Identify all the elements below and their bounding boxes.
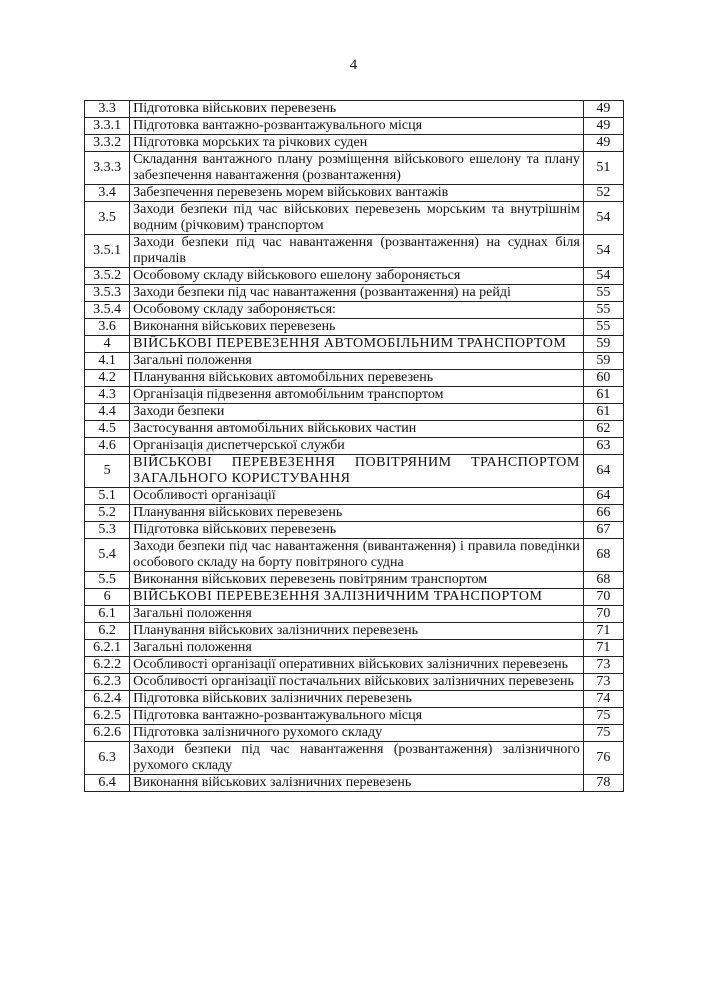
section-title: Виконання військових перевезень повітряним транспортом — [130, 572, 584, 589]
section-number: 3.5.3 — [85, 285, 130, 302]
toc-row — [85, 285, 624, 302]
section-title: Планування військових автомобільних перевезень — [130, 370, 584, 387]
section-title: Загальні положення — [130, 640, 584, 657]
section-number: 3.5 — [85, 202, 130, 235]
section-title: Заходи безпеки під час навантаження (розвантаження) залізничного рухомого складу — [130, 742, 584, 775]
chapter-title: ВІЙСЬКОВІ ПЕРЕВЕЗЕННЯ АВТОМОБІЛЬНИМ ТРАНСПОРТОМ — [130, 336, 584, 353]
section-number: 3.3.2 — [85, 135, 130, 152]
section-number: 6.3 — [85, 742, 130, 775]
section-number: 5.1 — [85, 488, 130, 505]
page-ref: 78 — [583, 775, 623, 792]
page-ref: 67 — [583, 522, 623, 539]
page-ref: 75 — [583, 708, 623, 725]
toc-row — [85, 353, 624, 370]
chapter-number: 5 — [85, 455, 130, 488]
section-title: Підготовка вантажно-розвантажувального місця — [130, 708, 584, 725]
page-ref: 49 — [583, 101, 623, 118]
toc-row — [85, 674, 624, 691]
page-ref: 74 — [583, 691, 623, 708]
page-ref: 68 — [583, 572, 623, 589]
section-title: Складання вантажного плану розміщення військового ешелону та плану забезпечення навантаження (розвантаження) — [130, 152, 584, 185]
toc-row — [85, 708, 624, 725]
page-ref: 49 — [583, 118, 623, 135]
section-number: 4.3 — [85, 387, 130, 404]
page-ref: 75 — [583, 725, 623, 742]
page-ref: 63 — [583, 438, 623, 455]
chapter-number: 6 — [85, 589, 130, 606]
section-title: Особливості організації постачальних військових залізничних перевезень — [130, 674, 584, 691]
page-ref: 54 — [583, 202, 623, 235]
section-number: 6.2.5 — [85, 708, 130, 725]
toc-row — [85, 370, 624, 387]
section-number: 3.3.1 — [85, 118, 130, 135]
section-title: Організація диспетчерської служби — [130, 438, 584, 455]
toc-row — [85, 101, 624, 118]
toc-row — [85, 522, 624, 539]
table-of-contents — [84, 100, 624, 792]
toc-row — [85, 404, 624, 421]
toc-row — [85, 505, 624, 522]
toc-row — [85, 421, 624, 438]
page-ref: 66 — [583, 505, 623, 522]
section-title: Забезпечення перевезень морем військових вантажів — [130, 185, 584, 202]
page-ref: 70 — [583, 589, 623, 606]
page-ref: 59 — [583, 336, 623, 353]
page-ref: 52 — [583, 185, 623, 202]
section-title: Підготовка військових залізничних перевезень — [130, 691, 584, 708]
page-ref: 54 — [583, 268, 623, 285]
chapter-title: ВІЙСЬКОВІ ПЕРЕВЕЗЕННЯ ЗАЛІЗНИЧНИМ ТРАНСПОРТОМ — [130, 589, 584, 606]
toc-chapter-row — [85, 589, 624, 606]
toc-chapter-row — [85, 455, 624, 488]
section-number: 5.5 — [85, 572, 130, 589]
page-ref: 54 — [583, 235, 623, 268]
section-title: Заходи безпеки під час навантаження (вивантаження) і правила поведінки особового складу на борту повітряного судна — [130, 539, 584, 572]
section-title: Особовому складу військового ешелону забороняється — [130, 268, 584, 285]
section-title: Виконання військових перевезень — [130, 319, 584, 336]
page-ref: 76 — [583, 742, 623, 775]
section-title: Планування військових перевезень — [130, 505, 584, 522]
section-number: 6.2.1 — [85, 640, 130, 657]
toc-row — [85, 539, 624, 572]
toc-row — [85, 135, 624, 152]
toc-chapter-row — [85, 336, 624, 353]
section-title: Заходи безпеки під час навантаження (розвантаження) на суднах біля причалів — [130, 235, 584, 268]
section-title: Заходи безпеки під час навантаження (розвантаження) на рейді — [130, 285, 584, 302]
toc-row — [85, 657, 624, 674]
section-number: 4.4 — [85, 404, 130, 421]
section-number: 3.6 — [85, 319, 130, 336]
section-title: Організація підвезення автомобільним транспортом — [130, 387, 584, 404]
chapter-title: ВІЙСЬКОВІ ПЕРЕВЕЗЕННЯ ПОВІТРЯНИМ ТРАНСПОРТОМ ЗАГАЛЬНОГО КОРИСТУВАННЯ — [130, 455, 584, 488]
toc-row — [85, 742, 624, 775]
page-ref: 73 — [583, 674, 623, 691]
section-number: 6.2.2 — [85, 657, 130, 674]
page-ref: 59 — [583, 353, 623, 370]
section-number: 6.2.3 — [85, 674, 130, 691]
toc-row — [85, 640, 624, 657]
toc-row — [85, 235, 624, 268]
section-number: 6.2.6 — [85, 725, 130, 742]
page-ref: 55 — [583, 285, 623, 302]
section-title: Заходи безпеки — [130, 404, 584, 421]
section-number: 5.2 — [85, 505, 130, 522]
page-ref: 61 — [583, 387, 623, 404]
page-ref: 61 — [583, 404, 623, 421]
section-title: Виконання військових залізничних перевезень — [130, 775, 584, 792]
section-title: Особливості організації оперативних військових залізничних перевезень — [130, 657, 584, 674]
section-number: 4.2 — [85, 370, 130, 387]
page-ref: 64 — [583, 488, 623, 505]
section-number: 5.3 — [85, 522, 130, 539]
section-number: 6.1 — [85, 606, 130, 623]
page-ref: 60 — [583, 370, 623, 387]
toc-row — [85, 202, 624, 235]
page-number: 4 — [349, 57, 358, 73]
section-title: Загальні положення — [130, 353, 584, 370]
toc-row — [85, 185, 624, 202]
page-ref: 73 — [583, 657, 623, 674]
page-ref: 64 — [583, 455, 623, 488]
page-ref: 49 — [583, 135, 623, 152]
section-title: Загальні положення — [130, 606, 584, 623]
section-title: Підготовка військових перевезень — [130, 101, 584, 118]
section-number: 4.1 — [85, 353, 130, 370]
section-number: 3.5.4 — [85, 302, 130, 319]
toc-row — [85, 572, 624, 589]
chapter-number: 4 — [85, 336, 130, 353]
section-number: 3.3.3 — [85, 152, 130, 185]
toc-row — [85, 775, 624, 792]
toc-row — [85, 319, 624, 336]
toc-row — [85, 268, 624, 285]
section-number: 4.6 — [85, 438, 130, 455]
toc-row — [85, 152, 624, 185]
section-number: 3.5.2 — [85, 268, 130, 285]
toc-row — [85, 623, 624, 640]
page-ref: 68 — [583, 539, 623, 572]
toc-row — [85, 725, 624, 742]
page-ref: 70 — [583, 606, 623, 623]
section-number: 4.5 — [85, 421, 130, 438]
section-title: Застосування автомобільних військових частин — [130, 421, 584, 438]
toc-row — [85, 387, 624, 404]
section-number: 3.5.1 — [85, 235, 130, 268]
section-title: Підготовка вантажно-розвантажувального місця — [130, 118, 584, 135]
page-ref: 55 — [583, 319, 623, 336]
toc-row — [85, 302, 624, 319]
section-number: 3.3 — [85, 101, 130, 118]
page-ref: 55 — [583, 302, 623, 319]
section-title: Підготовка морських та річкових суден — [130, 135, 584, 152]
section-number: 6.2.4 — [85, 691, 130, 708]
section-number: 6.4 — [85, 775, 130, 792]
section-title: Заходи безпеки під час військових перевезень морським та внутрішнім водним (річковим) транспортом — [130, 202, 584, 235]
section-title: Особливості організації — [130, 488, 584, 505]
page-ref: 71 — [583, 623, 623, 640]
page-ref: 62 — [583, 421, 623, 438]
section-title: Підготовка залізничного рухомого складу — [130, 725, 584, 742]
toc-row — [85, 691, 624, 708]
page-ref: 51 — [583, 152, 623, 185]
section-title: Особовому складу забороняється: — [130, 302, 584, 319]
toc-row — [85, 488, 624, 505]
toc-row — [85, 118, 624, 135]
section-number: 5.4 — [85, 539, 130, 572]
toc-row — [85, 606, 624, 623]
section-number: 3.4 — [85, 185, 130, 202]
section-number: 6.2 — [85, 623, 130, 640]
section-title: Планування військових залізничних перевезень — [130, 623, 584, 640]
toc-row — [85, 438, 624, 455]
section-title: Підготовка військових перевезень — [130, 522, 584, 539]
page-ref: 71 — [583, 640, 623, 657]
